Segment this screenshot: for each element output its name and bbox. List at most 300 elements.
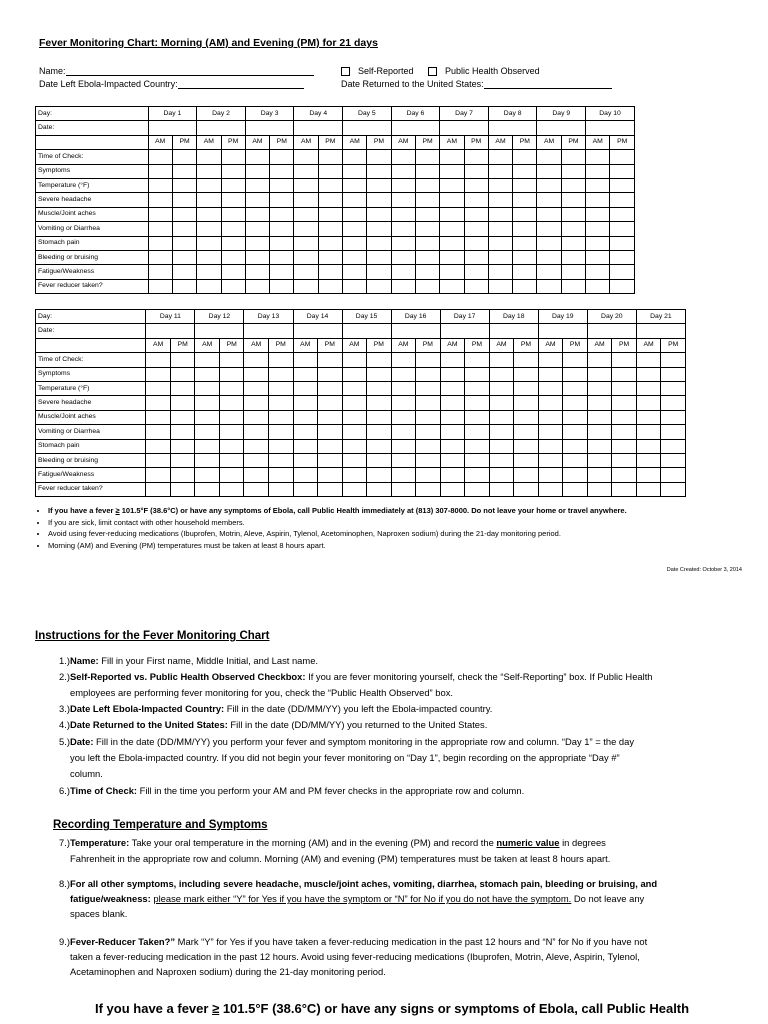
entry-cell[interactable] <box>537 207 561 221</box>
entry-cell[interactable] <box>244 410 269 424</box>
entry-cell[interactable] <box>440 279 464 293</box>
entry-cell[interactable] <box>146 410 171 424</box>
entry-cell[interactable] <box>343 178 367 192</box>
entry-cell[interactable] <box>148 265 172 279</box>
entry-cell[interactable] <box>661 425 686 439</box>
entry-cell[interactable] <box>488 222 512 236</box>
date-cell[interactable] <box>489 324 538 338</box>
entry-cell[interactable] <box>195 396 220 410</box>
entry-cell[interactable] <box>391 468 416 482</box>
date-cell[interactable] <box>343 121 392 135</box>
entry-cell[interactable] <box>464 265 488 279</box>
entry-cell[interactable] <box>146 396 171 410</box>
entry-cell[interactable] <box>342 482 367 496</box>
entry-cell[interactable] <box>195 439 220 453</box>
entry-cell[interactable] <box>342 439 367 453</box>
entry-cell[interactable] <box>148 279 172 293</box>
entry-cell[interactable] <box>318 193 342 207</box>
entry-cell[interactable] <box>172 265 196 279</box>
entry-cell[interactable] <box>172 164 196 178</box>
entry-cell[interactable] <box>270 207 294 221</box>
entry-cell[interactable] <box>343 207 367 221</box>
entry-cell[interactable] <box>244 453 269 467</box>
entry-cell[interactable] <box>367 482 392 496</box>
entry-cell[interactable] <box>342 353 367 367</box>
entry-cell[interactable] <box>391 178 415 192</box>
entry-cell[interactable] <box>367 193 391 207</box>
entry-cell[interactable] <box>221 265 245 279</box>
entry-cell[interactable] <box>489 410 514 424</box>
entry-cell[interactable] <box>416 439 441 453</box>
entry-cell[interactable] <box>294 250 318 264</box>
entry-cell[interactable] <box>612 353 637 367</box>
entry-cell[interactable] <box>561 150 585 164</box>
entry-cell[interactable] <box>148 236 172 250</box>
entry-cell[interactable] <box>270 222 294 236</box>
entry-cell[interactable] <box>415 265 439 279</box>
entry-cell[interactable] <box>488 265 512 279</box>
entry-cell[interactable] <box>270 279 294 293</box>
entry-cell[interactable] <box>170 439 195 453</box>
entry-cell[interactable] <box>513 150 537 164</box>
entry-cell[interactable] <box>489 439 514 453</box>
entry-cell[interactable] <box>514 439 539 453</box>
entry-cell[interactable] <box>197 279 221 293</box>
entry-cell[interactable] <box>464 164 488 178</box>
entry-cell[interactable] <box>415 164 439 178</box>
entry-cell[interactable] <box>270 236 294 250</box>
entry-cell[interactable] <box>514 367 539 381</box>
entry-cell[interactable] <box>367 164 391 178</box>
entry-cell[interactable] <box>561 178 585 192</box>
entry-cell[interactable] <box>148 150 172 164</box>
entry-cell[interactable] <box>415 250 439 264</box>
entry-cell[interactable] <box>170 367 195 381</box>
entry-cell[interactable] <box>465 410 490 424</box>
entry-cell[interactable] <box>170 425 195 439</box>
entry-cell[interactable] <box>440 396 465 410</box>
date-cell[interactable] <box>537 121 586 135</box>
entry-cell[interactable] <box>170 410 195 424</box>
entry-cell[interactable] <box>318 453 343 467</box>
entry-cell[interactable] <box>440 150 464 164</box>
entry-cell[interactable] <box>416 396 441 410</box>
entry-cell[interactable] <box>245 279 269 293</box>
entry-cell[interactable] <box>221 250 245 264</box>
entry-cell[interactable] <box>537 250 561 264</box>
entry-cell[interactable] <box>343 250 367 264</box>
entry-cell[interactable] <box>245 222 269 236</box>
entry-cell[interactable] <box>343 193 367 207</box>
entry-cell[interactable] <box>563 439 588 453</box>
entry-cell[interactable] <box>318 250 342 264</box>
entry-cell[interactable] <box>293 425 318 439</box>
entry-cell[interactable] <box>636 381 661 395</box>
entry-cell[interactable] <box>563 367 588 381</box>
entry-cell[interactable] <box>367 207 391 221</box>
entry-cell[interactable] <box>244 367 269 381</box>
entry-cell[interactable] <box>367 279 391 293</box>
entry-cell[interactable] <box>318 396 343 410</box>
entry-cell[interactable] <box>293 410 318 424</box>
entry-cell[interactable] <box>537 178 561 192</box>
entry-cell[interactable] <box>268 396 293 410</box>
entry-cell[interactable] <box>172 178 196 192</box>
entry-cell[interactable] <box>538 353 563 367</box>
entry-cell[interactable] <box>514 453 539 467</box>
entry-cell[interactable] <box>636 353 661 367</box>
entry-cell[interactable] <box>586 250 610 264</box>
entry-cell[interactable] <box>513 193 537 207</box>
entry-cell[interactable] <box>391 425 416 439</box>
entry-cell[interactable] <box>661 381 686 395</box>
entry-cell[interactable] <box>636 367 661 381</box>
entry-cell[interactable] <box>586 207 610 221</box>
entry-cell[interactable] <box>440 468 465 482</box>
entry-cell[interactable] <box>488 207 512 221</box>
entry-cell[interactable] <box>513 207 537 221</box>
entry-cell[interactable] <box>440 353 465 367</box>
entry-cell[interactable] <box>172 279 196 293</box>
entry-cell[interactable] <box>245 193 269 207</box>
entry-cell[interactable] <box>538 453 563 467</box>
entry-cell[interactable] <box>197 178 221 192</box>
entry-cell[interactable] <box>610 164 635 178</box>
entry-cell[interactable] <box>661 410 686 424</box>
entry-cell[interactable] <box>586 150 610 164</box>
entry-cell[interactable] <box>391 279 415 293</box>
entry-cell[interactable] <box>488 236 512 250</box>
entry-cell[interactable] <box>245 164 269 178</box>
entry-cell[interactable] <box>294 236 318 250</box>
entry-cell[interactable] <box>563 396 588 410</box>
entry-cell[interactable] <box>197 193 221 207</box>
entry-cell[interactable] <box>586 236 610 250</box>
entry-cell[interactable] <box>440 482 465 496</box>
entry-cell[interactable] <box>293 482 318 496</box>
entry-cell[interactable] <box>170 381 195 395</box>
date-cell[interactable] <box>148 121 197 135</box>
entry-cell[interactable] <box>197 250 221 264</box>
entry-cell[interactable] <box>221 150 245 164</box>
entry-cell[interactable] <box>488 178 512 192</box>
entry-cell[interactable] <box>440 425 465 439</box>
entry-cell[interactable] <box>416 381 441 395</box>
entry-cell[interactable] <box>489 367 514 381</box>
entry-cell[interactable] <box>219 425 244 439</box>
entry-cell[interactable] <box>561 207 585 221</box>
entry-cell[interactable] <box>170 453 195 467</box>
entry-cell[interactable] <box>464 250 488 264</box>
entry-cell[interactable] <box>219 453 244 467</box>
entry-cell[interactable] <box>343 236 367 250</box>
date-cell[interactable] <box>440 324 489 338</box>
entry-cell[interactable] <box>488 250 512 264</box>
entry-cell[interactable] <box>318 468 343 482</box>
entry-cell[interactable] <box>587 396 612 410</box>
entry-cell[interactable] <box>197 150 221 164</box>
entry-cell[interactable] <box>391 193 415 207</box>
entry-cell[interactable] <box>612 439 637 453</box>
entry-cell[interactable] <box>538 439 563 453</box>
entry-cell[interactable] <box>464 207 488 221</box>
entry-cell[interactable] <box>612 453 637 467</box>
entry-cell[interactable] <box>636 482 661 496</box>
entry-cell[interactable] <box>610 178 635 192</box>
entry-cell[interactable] <box>610 222 635 236</box>
entry-cell[interactable] <box>367 222 391 236</box>
entry-cell[interactable] <box>245 207 269 221</box>
entry-cell[interactable] <box>270 265 294 279</box>
entry-cell[interactable] <box>367 439 392 453</box>
entry-cell[interactable] <box>488 193 512 207</box>
entry-cell[interactable] <box>391 265 415 279</box>
entry-cell[interactable] <box>148 250 172 264</box>
entry-cell[interactable] <box>391 250 415 264</box>
entry-cell[interactable] <box>415 178 439 192</box>
entry-cell[interactable] <box>294 164 318 178</box>
entry-cell[interactable] <box>612 396 637 410</box>
entry-cell[interactable] <box>342 381 367 395</box>
entry-cell[interactable] <box>514 353 539 367</box>
entry-cell[interactable] <box>489 396 514 410</box>
entry-cell[interactable] <box>561 222 585 236</box>
entry-cell[interactable] <box>489 468 514 482</box>
entry-cell[interactable] <box>464 236 488 250</box>
entry-cell[interactable] <box>391 236 415 250</box>
entry-cell[interactable] <box>514 468 539 482</box>
entry-cell[interactable] <box>342 453 367 467</box>
entry-cell[interactable] <box>464 193 488 207</box>
entry-cell[interactable] <box>561 250 585 264</box>
entry-cell[interactable] <box>293 381 318 395</box>
entry-cell[interactable] <box>219 396 244 410</box>
entry-cell[interactable] <box>612 367 637 381</box>
entry-cell[interactable] <box>146 439 171 453</box>
entry-cell[interactable] <box>318 265 342 279</box>
entry-cell[interactable] <box>513 265 537 279</box>
date-cell[interactable] <box>293 324 342 338</box>
entry-cell[interactable] <box>391 367 416 381</box>
entry-cell[interactable] <box>367 265 391 279</box>
entry-cell[interactable] <box>415 150 439 164</box>
entry-cell[interactable] <box>342 410 367 424</box>
entry-cell[interactable] <box>367 150 391 164</box>
entry-cell[interactable] <box>318 207 342 221</box>
entry-cell[interactable] <box>318 381 343 395</box>
entry-cell[interactable] <box>561 193 585 207</box>
entry-cell[interactable] <box>561 279 585 293</box>
entry-cell[interactable] <box>294 265 318 279</box>
entry-cell[interactable] <box>367 425 392 439</box>
date-cell[interactable] <box>587 324 636 338</box>
entry-cell[interactable] <box>489 353 514 367</box>
entry-cell[interactable] <box>415 193 439 207</box>
entry-cell[interactable] <box>538 367 563 381</box>
entry-cell[interactable] <box>440 265 464 279</box>
entry-cell[interactable] <box>391 410 416 424</box>
entry-cell[interactable] <box>587 439 612 453</box>
entry-cell[interactable] <box>416 482 441 496</box>
self-reported-checkbox[interactable] <box>341 67 350 76</box>
entry-cell[interactable] <box>465 353 490 367</box>
entry-cell[interactable] <box>587 353 612 367</box>
entry-cell[interactable] <box>636 453 661 467</box>
entry-cell[interactable] <box>586 279 610 293</box>
entry-cell[interactable] <box>440 236 464 250</box>
entry-cell[interactable] <box>146 482 171 496</box>
entry-cell[interactable] <box>636 425 661 439</box>
entry-cell[interactable] <box>148 193 172 207</box>
entry-cell[interactable] <box>195 410 220 424</box>
date-left-field[interactable] <box>178 79 304 89</box>
entry-cell[interactable] <box>440 178 464 192</box>
entry-cell[interactable] <box>219 482 244 496</box>
entry-cell[interactable] <box>146 367 171 381</box>
entry-cell[interactable] <box>416 453 441 467</box>
entry-cell[interactable] <box>661 468 686 482</box>
entry-cell[interactable] <box>537 222 561 236</box>
entry-cell[interactable] <box>268 353 293 367</box>
entry-cell[interactable] <box>391 439 416 453</box>
entry-cell[interactable] <box>464 279 488 293</box>
entry-cell[interactable] <box>318 222 342 236</box>
entry-cell[interactable] <box>318 279 342 293</box>
entry-cell[interactable] <box>563 482 588 496</box>
entry-cell[interactable] <box>537 164 561 178</box>
entry-cell[interactable] <box>221 236 245 250</box>
entry-cell[interactable] <box>538 381 563 395</box>
entry-cell[interactable] <box>221 193 245 207</box>
entry-cell[interactable] <box>343 164 367 178</box>
entry-cell[interactable] <box>343 150 367 164</box>
entry-cell[interactable] <box>488 150 512 164</box>
entry-cell[interactable] <box>415 207 439 221</box>
entry-cell[interactable] <box>221 164 245 178</box>
entry-cell[interactable] <box>197 236 221 250</box>
entry-cell[interactable] <box>343 265 367 279</box>
entry-cell[interactable] <box>415 236 439 250</box>
entry-cell[interactable] <box>514 396 539 410</box>
entry-cell[interactable] <box>221 222 245 236</box>
entry-cell[interactable] <box>563 381 588 395</box>
entry-cell[interactable] <box>245 250 269 264</box>
entry-cell[interactable] <box>586 193 610 207</box>
entry-cell[interactable] <box>148 207 172 221</box>
name-field[interactable] <box>66 66 314 76</box>
date-cell[interactable] <box>245 121 294 135</box>
entry-cell[interactable] <box>146 468 171 482</box>
entry-cell[interactable] <box>465 482 490 496</box>
entry-cell[interactable] <box>293 439 318 453</box>
entry-cell[interactable] <box>172 222 196 236</box>
entry-cell[interactable] <box>465 425 490 439</box>
entry-cell[interactable] <box>268 482 293 496</box>
entry-cell[interactable] <box>563 468 588 482</box>
entry-cell[interactable] <box>391 353 416 367</box>
entry-cell[interactable] <box>563 453 588 467</box>
entry-cell[interactable] <box>488 164 512 178</box>
entry-cell[interactable] <box>342 425 367 439</box>
entry-cell[interactable] <box>513 222 537 236</box>
entry-cell[interactable] <box>219 468 244 482</box>
entry-cell[interactable] <box>488 279 512 293</box>
entry-cell[interactable] <box>563 353 588 367</box>
entry-cell[interactable] <box>513 164 537 178</box>
entry-cell[interactable] <box>146 353 171 367</box>
entry-cell[interactable] <box>440 410 465 424</box>
entry-cell[interactable] <box>318 425 343 439</box>
entry-cell[interactable] <box>170 396 195 410</box>
entry-cell[interactable] <box>586 222 610 236</box>
entry-cell[interactable] <box>538 410 563 424</box>
entry-cell[interactable] <box>367 178 391 192</box>
entry-cell[interactable] <box>148 164 172 178</box>
entry-cell[interactable] <box>561 236 585 250</box>
date-cell[interactable] <box>391 121 440 135</box>
entry-cell[interactable] <box>219 367 244 381</box>
entry-cell[interactable] <box>367 468 392 482</box>
entry-cell[interactable] <box>170 468 195 482</box>
entry-cell[interactable] <box>391 396 416 410</box>
entry-cell[interactable] <box>172 150 196 164</box>
entry-cell[interactable] <box>612 482 637 496</box>
entry-cell[interactable] <box>587 367 612 381</box>
entry-cell[interactable] <box>440 250 464 264</box>
entry-cell[interactable] <box>195 468 220 482</box>
entry-cell[interactable] <box>244 381 269 395</box>
entry-cell[interactable] <box>244 353 269 367</box>
entry-cell[interactable] <box>587 410 612 424</box>
entry-cell[interactable] <box>661 353 686 367</box>
date-cell[interactable] <box>488 121 537 135</box>
entry-cell[interactable] <box>661 367 686 381</box>
entry-cell[interactable] <box>661 439 686 453</box>
entry-cell[interactable] <box>391 381 416 395</box>
entry-cell[interactable] <box>489 453 514 467</box>
entry-cell[interactable] <box>268 453 293 467</box>
entry-cell[interactable] <box>294 193 318 207</box>
entry-cell[interactable] <box>538 482 563 496</box>
entry-cell[interactable] <box>293 453 318 467</box>
entry-cell[interactable] <box>146 425 171 439</box>
date-cell[interactable] <box>195 324 244 338</box>
entry-cell[interactable] <box>416 468 441 482</box>
entry-cell[interactable] <box>342 396 367 410</box>
entry-cell[interactable] <box>318 236 342 250</box>
entry-cell[interactable] <box>561 265 585 279</box>
date-cell[interactable] <box>146 324 195 338</box>
entry-cell[interactable] <box>367 236 391 250</box>
entry-cell[interactable] <box>268 468 293 482</box>
entry-cell[interactable] <box>195 425 220 439</box>
date-cell[interactable] <box>636 324 685 338</box>
entry-cell[interactable] <box>270 250 294 264</box>
entry-cell[interactable] <box>391 207 415 221</box>
entry-cell[interactable] <box>270 150 294 164</box>
entry-cell[interactable] <box>464 150 488 164</box>
entry-cell[interactable] <box>293 396 318 410</box>
entry-cell[interactable] <box>440 164 464 178</box>
entry-cell[interactable] <box>538 396 563 410</box>
entry-cell[interactable] <box>244 482 269 496</box>
entry-cell[interactable] <box>586 178 610 192</box>
entry-cell[interactable] <box>367 353 392 367</box>
entry-cell[interactable] <box>537 236 561 250</box>
entry-cell[interactable] <box>415 222 439 236</box>
entry-cell[interactable] <box>342 468 367 482</box>
entry-cell[interactable] <box>197 222 221 236</box>
